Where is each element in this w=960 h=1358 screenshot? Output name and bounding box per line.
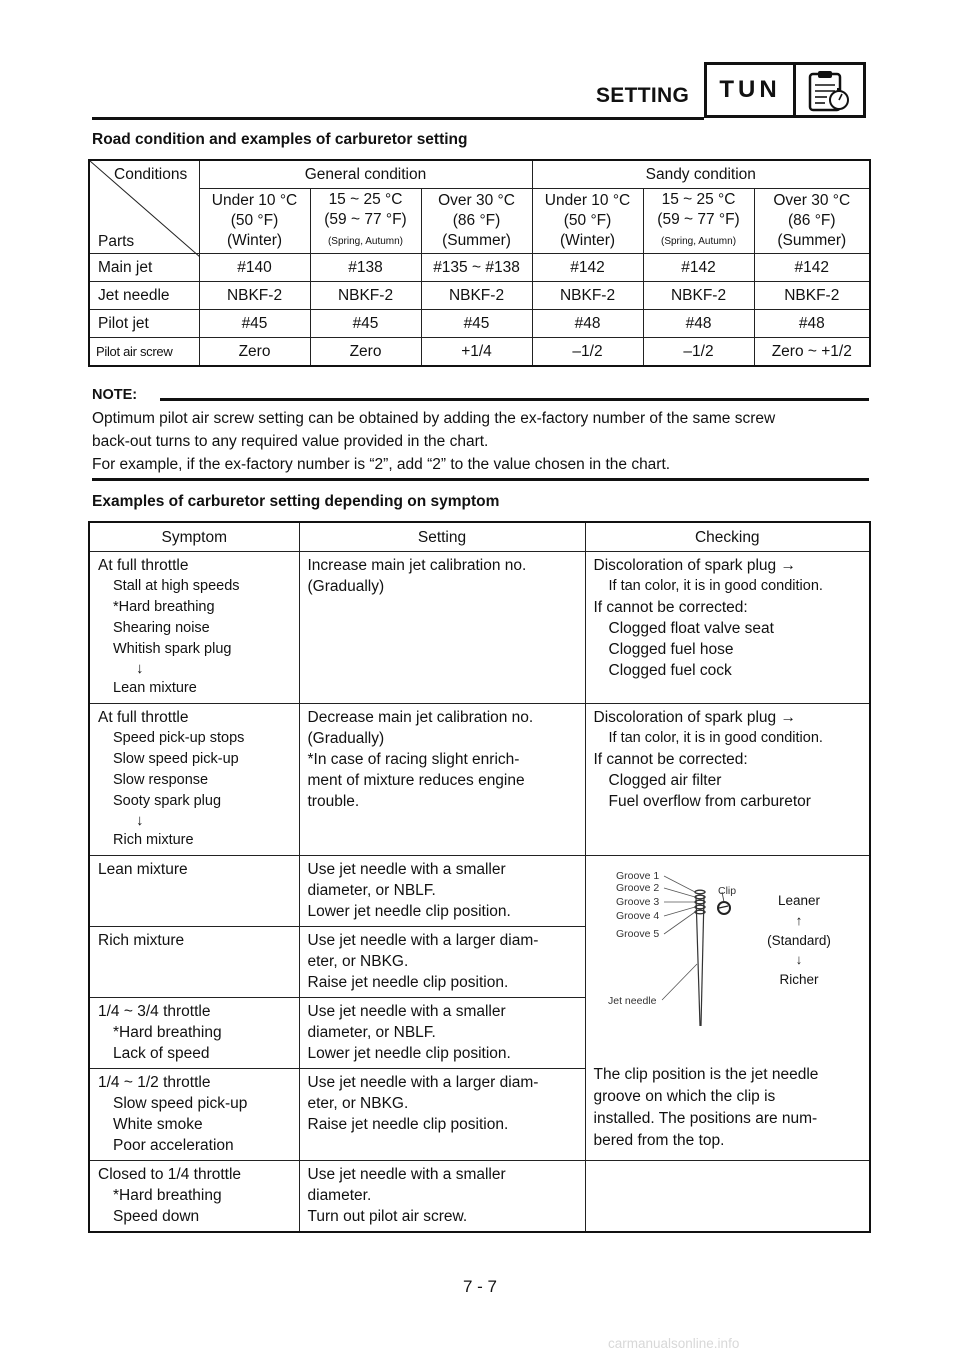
setting-cell: Increase main jet calibration no. (Gradually) — [299, 552, 585, 704]
setting-cell: Decrease main jet calibration no. (Gradually) *In case of racing slight enrich- ment of mixture reduces engine trouble. — [299, 704, 585, 856]
column-header: Checking — [585, 522, 870, 552]
groove-label: Groove 4 — [615, 910, 659, 922]
symptom-cell: 1/4 ~ 1/2 throttle Slow speed pick-up White smoke Poor acceleration — [89, 1069, 299, 1161]
column-header: Setting — [299, 522, 585, 552]
jet-needle-diagram-cell — [585, 856, 870, 1161]
carburetor-setting-table — [88, 159, 871, 367]
groove-label: Groove 2 — [615, 882, 659, 894]
note-end-rule — [92, 478, 869, 481]
table-row — [89, 552, 870, 704]
setting-cell: Use jet needle with a smaller diameter, or NBLF. Lower jet needle clip position. — [299, 998, 585, 1069]
setting-cell: Use jet needle with a larger diam- eter, or NBKG. Raise jet needle clip position. — [299, 1069, 585, 1161]
symptom-cell: Closed to 1/4 throttle *Hard breathing Speed down — [89, 1161, 299, 1233]
corner-conditions: Conditions — [114, 166, 188, 183]
jet-needle-diagram — [586, 856, 871, 1056]
standard-label: (Standard) — [766, 933, 831, 948]
group-header: General condition — [199, 160, 532, 189]
groove-label: Groove 3 — [615, 896, 659, 908]
leaner-label: Leaner — [777, 893, 820, 908]
page-number: 7 - 7 — [462, 1277, 498, 1296]
note-rule — [160, 398, 869, 401]
group-header: Sandy condition — [532, 160, 870, 189]
setting-cell: Use jet needle with a smaller diameter. Turn out pilot air screw. — [299, 1161, 585, 1233]
richer-label: Richer — [778, 972, 819, 987]
table-row: Jet needle NBKF-2 NBKF-2 NBKF-2 NBKF-2 NBKF-2 NBKF-2 — [89, 282, 870, 310]
section-badge — [704, 62, 866, 118]
temp-header: Under 10 °C (50 °F) (Winter) — [532, 189, 643, 254]
symptom-cell: Rich mixture — [89, 927, 299, 998]
empty-cell — [585, 1161, 870, 1233]
temp-header: 15 ~ 25 °C (59 ~ 77 °F) (Spring, Autumn) — [643, 189, 754, 254]
temp-header: Over 30 °C (86 °F) (Summer) — [421, 189, 532, 254]
groove-label: Groove 5 — [615, 928, 659, 940]
table-row: Pilot jet #45 #45 #45 #48 #48 #48 — [89, 310, 870, 338]
column-header: Symptom — [89, 522, 299, 552]
clipboard-stopwatch-icon — [803, 69, 859, 118]
symptom-cell: Lean mixture — [89, 856, 299, 927]
section-code: TUN — [707, 65, 796, 115]
corner-parts: Parts — [98, 233, 135, 250]
down-arrow-icon: ↓ — [136, 660, 144, 677]
section-title-symptom: Examples of carburetor setting depending on symptom — [92, 493, 500, 510]
section-title-road-condition: Road condition and examples of carburetor setting — [92, 131, 468, 148]
groove-label: Groove 1 — [615, 870, 659, 882]
temp-header: Under 10 °C (50 °F) (Winter) — [199, 189, 310, 254]
table-row: Main jet #140 #138 #135 ~ #138 #142 #142 #142 — [89, 254, 870, 282]
up-arrow-icon: ↑ — [795, 913, 802, 928]
table-row — [89, 856, 870, 927]
header-rule — [92, 117, 704, 120]
clip-label: Clip — [717, 885, 736, 897]
jet-needle-label: Jet needle — [607, 995, 656, 1007]
setting-cell: Use jet needle with a larger diam- eter, or NBKG. Raise jet needle clip position. — [299, 927, 585, 998]
table-corner-cell — [89, 160, 199, 254]
note-label: NOTE: — [92, 387, 138, 403]
temp-header: 15 ~ 25 °C (59 ~ 77 °F) (Spring, Autumn) — [310, 189, 421, 254]
table-row: Pilot air screw Zero Zero +1/4 –1/2 –1/2 Zero ~ +1/2 — [89, 338, 870, 367]
symptom-setting-table — [88, 521, 871, 1233]
table-row — [89, 1161, 870, 1233]
watermark: carmanualsonline.info — [608, 1336, 740, 1351]
checking-cell: Discoloration of spark plug → If tan color, it is in good condition. If cannot be corrected: Clogged air filter Fuel overflow from carburetor — [585, 704, 870, 856]
down-arrow-icon: ↓ — [795, 952, 802, 967]
checking-cell: Discoloration of spark plug → If tan color, it is in good condition. If cannot be corrected: Clogged float valve seat Clogged fuel hose Clogged fuel cock — [585, 552, 870, 704]
clip-position-caption: The clip position is the jet needle groove on which the clip is installed. The positions are num- bered from the top. — [593, 1066, 819, 1149]
down-arrow-icon: ↓ — [136, 812, 144, 829]
table-row — [89, 704, 870, 856]
setting-cell: Use jet needle with a smaller diameter, or NBLF. Lower jet needle clip position. — [299, 856, 585, 927]
symptom-cell: At full throttle Stall at high speeds *Hard breathing Shearing noise Whitish spark plug ↓ Lean mixture — [89, 552, 299, 704]
note-body: Optimum pilot air screw setting can be obtained by adding the ex-factory number of the same screw back-out turns to any required value provided in the chart. For example, if the ex-factory number is “2”, add “2” to the value chosen in the chart. — [92, 410, 776, 473]
page-section-title: SETTING — [596, 84, 690, 107]
symptom-cell: 1/4 ~ 3/4 throttle *Hard breathing Lack of speed — [89, 998, 299, 1069]
temp-header: Over 30 °C (86 °F) (Summer) — [754, 189, 870, 254]
symptom-cell: At full throttle Speed pick-up stops Slow speed pick-up Slow response Sooty spark plug ↓ Rich mixture — [89, 704, 299, 856]
